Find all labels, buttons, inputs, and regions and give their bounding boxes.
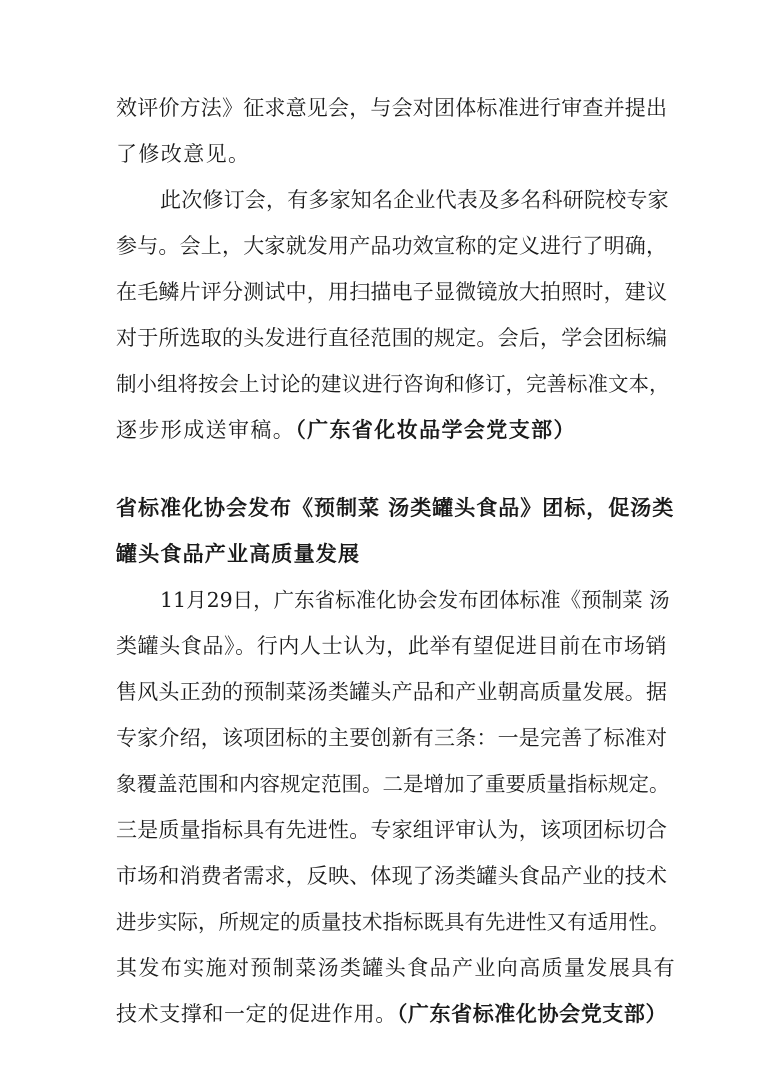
paragraph-line: 了修改意见。: [116, 142, 251, 166]
paragraph-line: 售风头正劲的预制菜汤类罐头产品和产业朝高质量发展。据: [116, 680, 668, 704]
paragraph-line: 效评价方法》征求意见会，与会对团体标准进行审查并提出: [116, 96, 668, 120]
paragraph-line: [116, 999, 676, 1029]
paragraph-line: [116, 415, 676, 445]
paragraph-line: 此次修订会，有多家知名企业代表及多名科研院校专家: [160, 188, 669, 212]
paragraph-line: 专家介绍，该项团标的主要创新有三条：一是完善了标准对: [116, 726, 668, 750]
paragraph-line: 类罐头食品》。行内人士认为，此举有望促进目前在市场销: [116, 634, 668, 658]
paragraph-text: 逐步形成送审稿。: [116, 418, 296, 442]
article-title: 省标准化协会发布《预制菜 汤类罐头食品》团标，促汤类: [116, 496, 675, 520]
paragraph-line: 参与。会上，大家就发用产品功效宣称的定义进行了明确，: [116, 234, 668, 258]
paragraph-line: 象覆盖范围和内容规定范围。二是增加了重要质量指标规定。: [116, 772, 670, 796]
source-attribution: （广东省标准化协会党支部）: [396, 1001, 668, 1026]
paragraph-line: 其发布实施对预制菜汤类罐头食品产业向高质量发展具有: [116, 956, 676, 980]
paragraph-line: 市场和消费者需求，反映、体现了汤类罐头食品产业的技术: [116, 864, 668, 888]
paragraph-line: 11月29日，广东省标准化协会发布团体标准《预制菜 汤: [160, 588, 670, 612]
article-title: 罐头食品产业高质量发展: [116, 542, 361, 566]
paragraph-line: 三是质量指标具有先进性。专家组评审认为，该项团标切合: [116, 818, 668, 842]
source-attribution: （广东省化妆品学会党支部）: [295, 417, 576, 442]
paragraph-line: 对于所选取的头发进行直径范围的规定。会后，学会团标编: [116, 326, 668, 350]
paragraph-text: 技术支撑和一定的促进作用。: [116, 1002, 397, 1026]
paragraph-line: 在毛鳞片评分测试中，用扫描电子显微镜放大拍照时，建议: [116, 280, 668, 304]
paragraph-line: 进步实际，所规定的质量技术指标既具有先进性又有适用性。: [116, 910, 670, 934]
paragraph-line: 制小组将按会上讨论的建议进行咨询和修订，完善标准文本，: [116, 372, 670, 396]
